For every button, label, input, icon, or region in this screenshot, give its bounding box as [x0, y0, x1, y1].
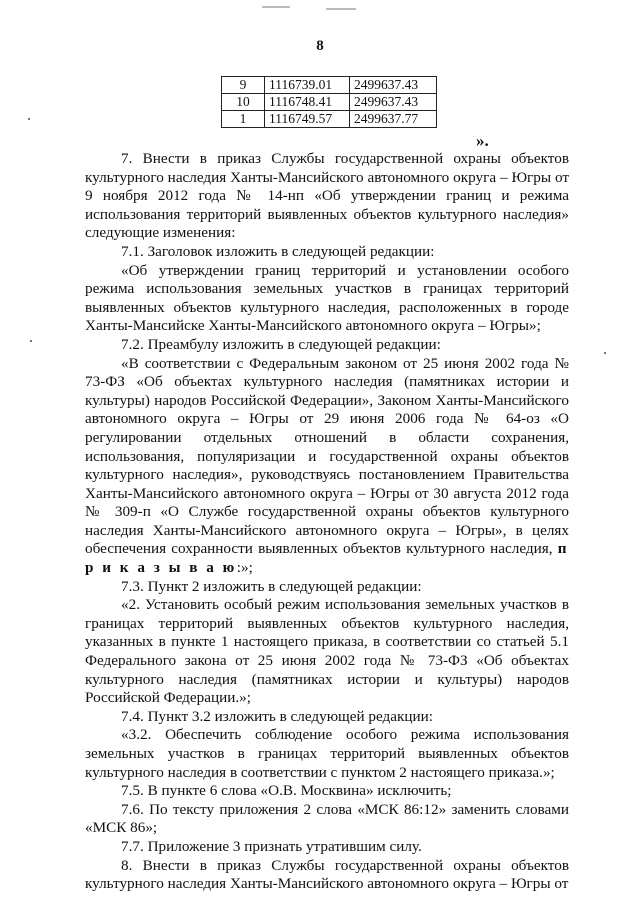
y-coordinate-cell: 2499637.77: [350, 111, 437, 128]
closing-quote: ».: [476, 131, 489, 150]
paragraph-item-7: 7. Внести в приказ Службы государственной охраны объектов культурного наследия Ханты-Мансийского автономного округа – Югры от 9 ноября 2012 года № 14-нп «Об утверждении границ и режима использования территорий выявленных объектов культурного наследия» следующие изменения:: [85, 150, 569, 242]
scan-artifact: [326, 8, 356, 10]
preamble-command: п р и к а з ы в а ю: [85, 540, 569, 577]
table-row: [222, 111, 437, 128]
table-row: [222, 94, 437, 111]
paragraph-item-7-2: 7.2. Преамбулу изложить в следующей редакции:: [121, 335, 441, 353]
y-coordinate-cell: 2499637.43: [350, 94, 437, 111]
document-body: [85, 150, 569, 894]
x-coordinate-cell: 1116748.41: [265, 94, 350, 111]
paragraph-item-7-3: 7.3. Пункт 2 изложить в следующей редакции:: [121, 577, 422, 595]
point-number-cell: 1: [222, 111, 265, 128]
paragraph-title-text: «Об утверждении границ территорий и установлении особого режима использования земельных участков в границах территорий выявленных объектов культурного наследия, расположенных в городе Ханты-Мансийске Ханты-Мансийского автономного округа – Югры»;: [85, 261, 569, 335]
paragraph-preamble-text: [85, 355, 569, 578]
preamble-tail: :»;: [236, 559, 253, 577]
scan-speck: [604, 352, 606, 354]
paragraph-item-8: 8. Внести в приказ Службы государственной охраны объектов культурного наследия Ханты-Мансийского автономного округа – Югры от: [85, 856, 569, 893]
x-coordinate-cell: 1116739.01: [265, 77, 350, 94]
preamble-body: «В соответствии с Федеральным законом от 25 июня 2002 года № 73-ФЗ «Об объектах культурного наследия (памятниках истории и культуры) народов Российской Федерации», Законом Ханты-Мансийского автономного округа – Югры от 29 июня 2006 года № 64-оз «О регулировании отдельных отношений в области сохранения, использования, популяризации и государственной охраны объектов культурного наследия», руководствуясь постановлением Правительства Ханты-Мансийского автономного округа – Югры от 30 августа 2012 года № 309-п «О Службе государственной охраны объектов культурного наследия Ханты-Мансийского автономного округа – Югры», в целях обеспечения сохранности выявленных объектов культурного наследия,: [85, 354, 569, 558]
scan-speck: [30, 340, 32, 342]
point-number-cell: 9: [222, 77, 265, 94]
paragraph-point-3-2-text: «3.2. Обеспечить соблюдение особого режима использования земельных участков в границах территорий выявленных объектов культурного наследия в соответствии с пунктом 2 настоящего приказа.»;: [85, 726, 569, 781]
paragraph-item-7-1: 7.1. Заголовок изложить в следующей редакции:: [121, 242, 435, 260]
coordinates-table: [221, 76, 437, 128]
page-number: 8: [316, 38, 324, 54]
paragraph-item-7-7: 7.7. Приложение 3 признать утратившим силу.: [121, 837, 422, 855]
scan-artifact: [262, 6, 290, 8]
paragraph-item-7-5: 7.5. В пункте 6 слова «О.В. Москвина» исключить;: [121, 782, 452, 800]
scan-speck: [28, 118, 30, 120]
point-number-cell: 10: [222, 94, 265, 111]
paragraph-item-7-4: 7.4. Пункт 3.2 изложить в следующей редакции:: [121, 707, 434, 725]
y-coordinate-cell: 2499637.43: [350, 77, 437, 94]
paragraph-item-7-6: 7.6. По тексту приложения 2 слова «МСК 86:12» заменить словами «МСК 86»;: [85, 800, 569, 837]
x-coordinate-cell: 1116749.57: [265, 111, 350, 128]
paragraph-point-2-text: «2. Установить особый режим использования земельных участков в границах территорий выявленных объектов культурного наследия, указанных в пункте 1 настоящего приказа, в соответствии со статьей 5.1 Федерального закона от 25 июня 2002 года № 73-ФЗ «Об объектах культурного наследия (памятниках истории и культуры) народов Российской Федерации.»;: [85, 596, 569, 707]
table-row: [222, 77, 437, 94]
